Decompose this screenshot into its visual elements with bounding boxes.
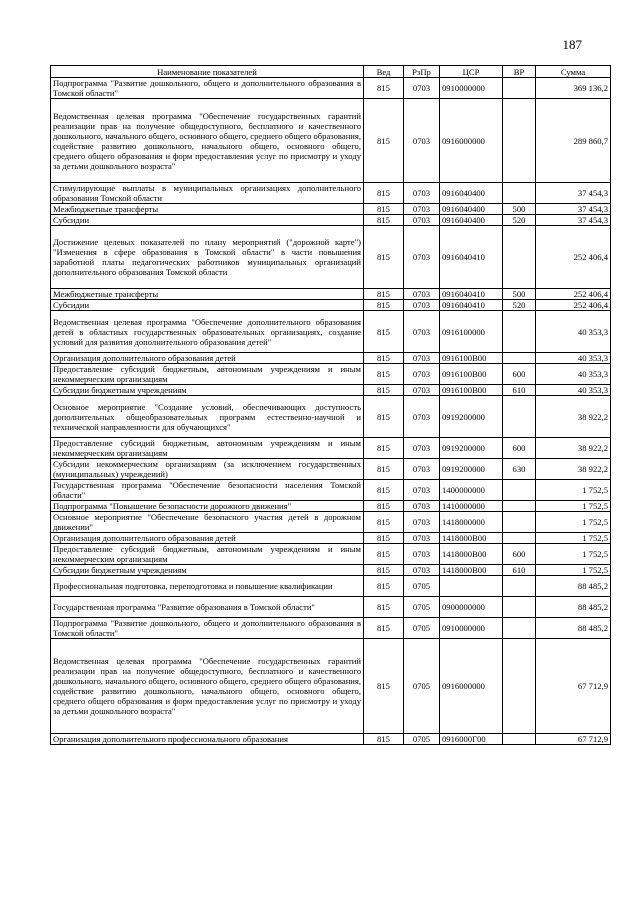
table-row bbox=[51, 512, 611, 533]
table-row bbox=[51, 618, 611, 639]
row-csr: 0916040400 bbox=[440, 183, 503, 204]
table-row bbox=[51, 183, 611, 204]
row-csr: 0916040410 bbox=[440, 226, 503, 289]
row-name: Субсидии бюджетным учреждениям bbox=[51, 385, 364, 396]
row-rzpr: 0703 bbox=[404, 78, 440, 99]
row-rzpr: 0703 bbox=[404, 226, 440, 289]
table-row bbox=[51, 364, 611, 385]
row-csr: 0919200000 bbox=[440, 438, 503, 459]
header-rzpr: РзПр bbox=[404, 66, 440, 78]
row-csr: 0900000000 bbox=[440, 597, 503, 618]
row-ved: 815 bbox=[364, 396, 404, 438]
header-ved: Вед bbox=[364, 66, 404, 78]
row-vr bbox=[503, 639, 536, 734]
row-sum: 37 454,3 bbox=[536, 215, 611, 226]
row-ved: 815 bbox=[364, 215, 404, 226]
row-name: Ведомственная целевая программа "Обеспечение дополнительного образования детей в областных государственных образовательных организациях, создание условий для развития дополнительного образования детей" bbox=[51, 311, 364, 353]
row-vr bbox=[503, 311, 536, 353]
row-rzpr: 0703 bbox=[404, 289, 440, 300]
table-row bbox=[51, 480, 611, 501]
row-vr: 630 bbox=[503, 459, 536, 480]
table-row bbox=[51, 311, 611, 353]
row-vr: 520 bbox=[503, 300, 536, 311]
row-name: Субсидии bbox=[51, 300, 364, 311]
row-sum: 40 353,3 bbox=[536, 353, 611, 364]
row-name: Государственная программа "Развитие образования в Томской области" bbox=[51, 597, 364, 618]
table-row bbox=[51, 78, 611, 99]
row-name: Подпрограмма "Развитие дошкольного, общего и дополнительного образования в Томской области" bbox=[51, 618, 364, 639]
row-ved: 815 bbox=[364, 501, 404, 512]
row-ved: 815 bbox=[364, 78, 404, 99]
row-sum: 88 485,2 bbox=[536, 597, 611, 618]
row-csr: 0919200000 bbox=[440, 459, 503, 480]
row-csr: 0916040400 bbox=[440, 204, 503, 215]
row-vr bbox=[503, 576, 536, 597]
row-rzpr: 0703 bbox=[404, 364, 440, 385]
table-row bbox=[51, 385, 611, 396]
header-csr: ЦСР bbox=[440, 66, 503, 78]
row-name: Ведомственная целевая программа "Обеспечение государственных гарантий реализации прав на получение общедоступного, бесплатного и качественного дошкольного, начального общего, основного общего, среднего общего образования, содействие развитию дошкольного, начального общего, основного общего, среднего общего образования и форм предоставления услуг по присмотру и уходу за детьми дошкольного возраста" bbox=[51, 99, 364, 183]
table-row bbox=[51, 438, 611, 459]
table-row bbox=[51, 565, 611, 576]
row-rzpr: 0703 bbox=[404, 438, 440, 459]
table-row bbox=[51, 533, 611, 544]
row-vr: 500 bbox=[503, 204, 536, 215]
row-sum: 37 454,3 bbox=[536, 183, 611, 204]
row-rzpr: 0705 bbox=[404, 597, 440, 618]
row-rzpr: 0703 bbox=[404, 215, 440, 226]
row-ved: 815 bbox=[364, 226, 404, 289]
row-csr: 0916040410 bbox=[440, 289, 503, 300]
table-row bbox=[51, 396, 611, 438]
row-name: Предоставление субсидий бюджетным, автономным учреждениям и иным некоммерческим организациям bbox=[51, 364, 364, 385]
row-vr bbox=[503, 353, 536, 364]
row-ved: 815 bbox=[364, 734, 404, 745]
row-ved: 815 bbox=[364, 99, 404, 183]
row-vr: 610 bbox=[503, 385, 536, 396]
row-ved: 815 bbox=[364, 438, 404, 459]
row-sum: 1 752,5 bbox=[536, 565, 611, 576]
table-row bbox=[51, 734, 611, 745]
row-rzpr: 0703 bbox=[404, 385, 440, 396]
row-csr: 0910000000 bbox=[440, 618, 503, 639]
table-row bbox=[51, 353, 611, 364]
row-ved: 815 bbox=[364, 204, 404, 215]
row-rzpr: 0703 bbox=[404, 459, 440, 480]
row-vr bbox=[503, 533, 536, 544]
row-ved: 815 bbox=[364, 533, 404, 544]
row-name: Субсидии бюджетным учреждениям bbox=[51, 565, 364, 576]
row-sum: 67 712,9 bbox=[536, 734, 611, 745]
row-sum: 38 922,2 bbox=[536, 438, 611, 459]
table-row bbox=[51, 501, 611, 512]
table-row bbox=[51, 639, 611, 734]
row-ved: 815 bbox=[364, 618, 404, 639]
row-name: Государственная программа "Обеспечение безопасности населения Томской области" bbox=[51, 480, 364, 501]
row-name: Межбюджетные трансферты bbox=[51, 204, 364, 215]
row-rzpr: 0703 bbox=[404, 204, 440, 215]
row-vr bbox=[503, 396, 536, 438]
header-sum: Сумма bbox=[536, 66, 611, 78]
row-csr: 0916100В00 bbox=[440, 385, 503, 396]
row-name: Профессиональная подготовка, переподготовка и повышение квалификации bbox=[51, 576, 364, 597]
row-rzpr: 0703 bbox=[404, 183, 440, 204]
row-csr: 0916100000 bbox=[440, 311, 503, 353]
row-name: Предоставление субсидий бюджетным, автономным учреждениям и иным некоммерческим организациям bbox=[51, 438, 364, 459]
header-vr: ВР bbox=[503, 66, 536, 78]
row-sum: 38 922,2 bbox=[536, 396, 611, 438]
row-csr: 1410000000 bbox=[440, 501, 503, 512]
table-row bbox=[51, 597, 611, 618]
row-vr bbox=[503, 480, 536, 501]
row-vr bbox=[503, 501, 536, 512]
row-csr: 0916000000 bbox=[440, 639, 503, 734]
row-vr bbox=[503, 618, 536, 639]
row-ved: 815 bbox=[364, 576, 404, 597]
table-header-row bbox=[51, 66, 611, 78]
header-name: Наименование показателей bbox=[51, 66, 364, 78]
row-rzpr: 0705 bbox=[404, 618, 440, 639]
row-vr bbox=[503, 226, 536, 289]
row-vr: 520 bbox=[503, 215, 536, 226]
row-sum: 252 406,4 bbox=[536, 300, 611, 311]
table-row bbox=[51, 204, 611, 215]
row-rzpr: 0703 bbox=[404, 512, 440, 533]
row-name: Организация дополнительного образования детей bbox=[51, 533, 364, 544]
row-ved: 815 bbox=[364, 300, 404, 311]
row-csr: 1418000В00 bbox=[440, 544, 503, 565]
row-ved: 815 bbox=[364, 183, 404, 204]
table-row bbox=[51, 544, 611, 565]
row-csr: 1400000000 bbox=[440, 480, 503, 501]
row-vr bbox=[503, 734, 536, 745]
row-name: Ведомственная целевая программа "Обеспечение государственных гарантий реализации прав на получение общедоступного, бесплатного и качественного дошкольного, начального общего, основного общего, среднего общего образования, содействие развитию дошкольного, начального общего, основного общего, среднего общего образования и форм предоставления услуг по присмотру и уходу за детьми дошкольного возраста" bbox=[51, 639, 364, 734]
row-vr bbox=[503, 597, 536, 618]
row-sum: 40 353,3 bbox=[536, 385, 611, 396]
row-vr bbox=[503, 512, 536, 533]
row-name: Организация дополнительного образования детей bbox=[51, 353, 364, 364]
row-rzpr: 0703 bbox=[404, 353, 440, 364]
row-vr: 610 bbox=[503, 565, 536, 576]
row-sum: 289 860,7 bbox=[536, 99, 611, 183]
table-row bbox=[51, 99, 611, 183]
row-ved: 815 bbox=[364, 289, 404, 300]
table-row bbox=[51, 300, 611, 311]
row-sum: 88 485,2 bbox=[536, 576, 611, 597]
row-name: Стимулирующие выплаты в муниципальных организациях дополнительного образования Томской области bbox=[51, 183, 364, 204]
table-row bbox=[51, 226, 611, 289]
row-sum: 88 485,2 bbox=[536, 618, 611, 639]
table-row bbox=[51, 459, 611, 480]
row-csr: 1418000В00 bbox=[440, 565, 503, 576]
row-sum: 40 353,3 bbox=[536, 364, 611, 385]
page-number: 187 bbox=[562, 37, 582, 52]
row-sum: 67 712,9 bbox=[536, 639, 611, 734]
row-name: Подпрограмма "Повышение безопасности дорожного движения" bbox=[51, 501, 364, 512]
row-ved: 815 bbox=[364, 459, 404, 480]
row-rzpr: 0703 bbox=[404, 501, 440, 512]
row-vr bbox=[503, 183, 536, 204]
table-body bbox=[51, 78, 611, 745]
row-rzpr: 0703 bbox=[404, 99, 440, 183]
row-sum: 40 353,3 bbox=[536, 311, 611, 353]
row-csr: 0916040400 bbox=[440, 215, 503, 226]
row-csr: 0916100В00 bbox=[440, 353, 503, 364]
row-rzpr: 0703 bbox=[404, 480, 440, 501]
row-ved: 815 bbox=[364, 311, 404, 353]
row-csr: 0916000Г00 bbox=[440, 734, 503, 745]
row-ved: 815 bbox=[364, 480, 404, 501]
row-sum: 37 454,3 bbox=[536, 204, 611, 215]
row-csr bbox=[440, 576, 503, 597]
row-vr bbox=[503, 78, 536, 99]
row-sum: 1 752,5 bbox=[536, 501, 611, 512]
row-rzpr: 0703 bbox=[404, 565, 440, 576]
row-ved: 815 bbox=[364, 544, 404, 565]
row-vr: 500 bbox=[503, 289, 536, 300]
row-name: Подпрограмма "Развитие дошкольного, общего и дополнительного образования в Томской области" bbox=[51, 78, 364, 99]
row-rzpr: 0703 bbox=[404, 311, 440, 353]
row-sum: 1 752,5 bbox=[536, 533, 611, 544]
row-rzpr: 0705 bbox=[404, 639, 440, 734]
row-name: Субсидии bbox=[51, 215, 364, 226]
row-csr: 0910000000 bbox=[440, 78, 503, 99]
row-csr: 0916000000 bbox=[440, 99, 503, 183]
row-sum: 1 752,5 bbox=[536, 544, 611, 565]
row-vr bbox=[503, 99, 536, 183]
budget-table bbox=[50, 65, 611, 745]
row-csr: 0916040410 bbox=[440, 300, 503, 311]
row-name: Основное мероприятие "Создание условий, обеспечивающих доступность дополнительных общеобразовательных программ естественно-научной и технической направленности для обучающихся" bbox=[51, 396, 364, 438]
table-row bbox=[51, 289, 611, 300]
row-vr: 600 bbox=[503, 438, 536, 459]
row-name: Межбюджетные трансферты bbox=[51, 289, 364, 300]
row-vr: 600 bbox=[503, 544, 536, 565]
row-vr: 600 bbox=[503, 364, 536, 385]
row-name: Достижение целевых показателей по плану мероприятий ("дорожной карте") "Изменения в сфере образования в Томской области" в части повышения заработной платы педагогических работников муниципальных организаций дополнительного образования Томской области bbox=[51, 226, 364, 289]
row-rzpr: 0703 bbox=[404, 544, 440, 565]
row-sum: 38 922,2 bbox=[536, 459, 611, 480]
row-name: Предоставление субсидий бюджетным, автономным учреждениям и иным некоммерческим организациям bbox=[51, 544, 364, 565]
row-ved: 815 bbox=[364, 353, 404, 364]
table-row bbox=[51, 215, 611, 226]
row-rzpr: 0705 bbox=[404, 734, 440, 745]
row-rzpr: 0703 bbox=[404, 396, 440, 438]
row-name: Субсидии некоммерческим организациям (за исключением государственных (муниципальных) учреждений) bbox=[51, 459, 364, 480]
row-csr: 1418000В00 bbox=[440, 533, 503, 544]
row-csr: 1418000000 bbox=[440, 512, 503, 533]
row-sum: 369 136,2 bbox=[536, 78, 611, 99]
row-rzpr: 0703 bbox=[404, 300, 440, 311]
row-sum: 252 406,4 bbox=[536, 289, 611, 300]
row-ved: 815 bbox=[364, 512, 404, 533]
row-ved: 815 bbox=[364, 639, 404, 734]
row-sum: 1 752,5 bbox=[536, 480, 611, 501]
row-ved: 815 bbox=[364, 565, 404, 576]
row-ved: 815 bbox=[364, 364, 404, 385]
row-ved: 815 bbox=[364, 385, 404, 396]
row-csr: 0919200000 bbox=[440, 396, 503, 438]
row-csr: 0916100В00 bbox=[440, 364, 503, 385]
row-rzpr: 0705 bbox=[404, 576, 440, 597]
row-sum: 252 406,4 bbox=[536, 226, 611, 289]
row-ved: 815 bbox=[364, 597, 404, 618]
row-sum: 1 752,5 bbox=[536, 512, 611, 533]
row-name: Основное мероприятие "Обеспечение безопасного участия детей в дорожном движении" bbox=[51, 512, 364, 533]
row-rzpr: 0703 bbox=[404, 533, 440, 544]
row-name: Организация дополнительного профессионального образования bbox=[51, 734, 364, 745]
table-row bbox=[51, 576, 611, 597]
